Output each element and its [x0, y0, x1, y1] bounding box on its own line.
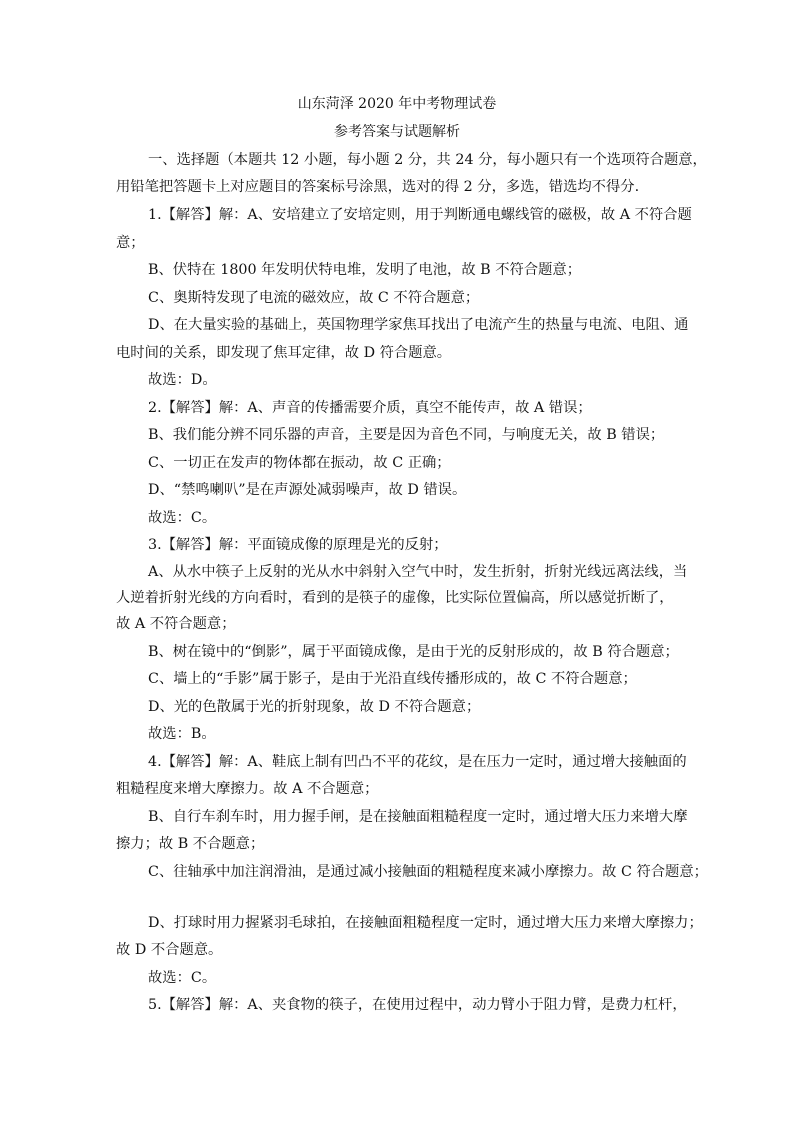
text-line: A、从水中筷子上反射的光从水中斜射入空气中时，发生折射，折射光线远离法线，当: [148, 564, 688, 580]
text-line: D、在大量实验的基础上，英国物理学家焦耳找出了电流产生的热量与电流、电阻、通: [148, 317, 689, 333]
text-line: 擦力；故 B 不合题意；: [116, 836, 265, 852]
text-line: B、自行车刹车时，用力握手闸，是在接触面粗糙程度一定时，通过增大压力来增大摩: [148, 809, 688, 825]
text-line: 1.【解答】解：A、安培建立了安培定则，用于判断通电螺线管的磁极，故 A 不符合题: [148, 207, 692, 223]
text-line: B、我们能分辨不同乐器的声音，主要是因为音色不同，与响度无关，故 B 错误；: [148, 427, 665, 443]
text-line: 2.【解答】解：A、声音的传播需要介质，真空不能传声，故 A 错误；: [148, 400, 592, 416]
text-line: 电时间的关系，即发现了焦耳定律，故 D 符合题意。: [116, 345, 452, 361]
text-line: D、“禁鸣喇叭”是在声源处减弱噪声，故 D 错误。: [148, 482, 467, 498]
text-line: 3.【解答】解：平面镜成像的原理是光的反射；: [148, 537, 448, 553]
text-line: 故 A 不符合题意；: [116, 616, 236, 632]
text-line: 故 D 不合题意。: [116, 942, 223, 958]
text-line: 人逆着折射光线的方向看时，看到的是筷子的虚像，比实际位置偏高，所以感觉折断了，: [116, 590, 674, 606]
text-line: 故选：B。: [148, 726, 216, 742]
text-line: 粗糙程度来增大摩擦力。故 A 不合题意；: [116, 781, 379, 797]
text-line: B、树在镜中的“倒影”，属于平面镜成像，是由于光的反射形成的，故 B 符合题意；: [148, 644, 679, 660]
text-line: C、往轴承中加注润滑油，是通过减小接触面的粗糙程度来减小摩擦力。故 C 符合题意；: [148, 864, 708, 880]
text-line: 故选：C。: [148, 510, 217, 526]
text-line: C、奥斯特发现了电流的磁效应，故 C 不符合题意；: [148, 290, 480, 306]
text-line: B、伏特在 1800 年发明伏特电堆，发明了电池，故 B 不符合题意；: [148, 262, 581, 278]
text-line: C、墙上的“手影”属于影子，是由于光沿直线传播形成的，故 C 不符合题意；: [148, 671, 637, 687]
text-line: C、一切正在发声的物体都在振动，故 C 正确；: [148, 455, 451, 471]
text-line: 用铅笔把答题卡上对应题目的答案标号涂黑，选对的得 2 分，多选，错选均不得分.: [116, 179, 640, 195]
text-line: 故选：C。: [148, 970, 217, 986]
text-line: D、打球时用力握紧羽毛球拍，在接触面粗糙程度一定时，通过增大压力来增大摩擦力；: [148, 915, 703, 931]
text-line: 一、选择题（本题共 12 小题，每小题 2 分，共 24 分，每小题只有一个选项符合题意，: [148, 152, 707, 168]
text-line: 4.【解答】解：A、鞋底上制有凹凸不平的花纹，是在压力一定时，通过增大接触面的: [148, 754, 687, 770]
text-line: D、光的色散属于光的折射现象，故 D 不符合题意；: [148, 699, 481, 715]
doc-title: 山东菏泽 2020 年中考物理试卷: [297, 96, 497, 112]
text-line: 故选：D。: [148, 372, 217, 388]
text-line: 5.【解答】解：A、夹食物的筷子，在使用过程中，动力臂小于阻力臂，是费力杠杆，: [148, 997, 687, 1013]
doc-subtitle: 参考答案与试题解析: [334, 124, 460, 140]
text-line: 意；: [116, 235, 145, 251]
